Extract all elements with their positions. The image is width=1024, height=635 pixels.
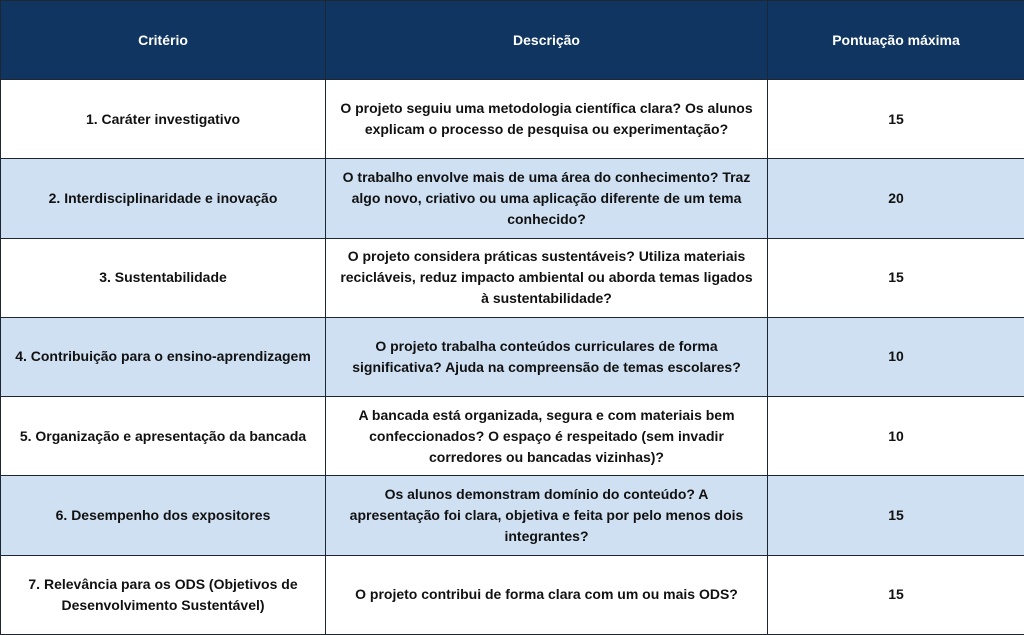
- table-row: [1, 555, 1024, 634]
- table-row: [1, 317, 1024, 396]
- score-cell: 15: [768, 80, 1024, 159]
- table-row: [1, 397, 1024, 476]
- criterion-cell: 3. Sustentabilidade: [1, 238, 326, 317]
- criterion-cell: 2. Interdisciplinaridade e inovação: [1, 159, 326, 238]
- description-cell: Os alunos demonstram domínio do conteúdo? A apresentação foi clara, objetiva e feita por pelo menos dois integrantes?: [326, 476, 768, 555]
- description-cell: O trabalho envolve mais de uma área do conhecimento? Traz algo novo, criativo ou uma aplicação diferente de um tema conhecido?: [326, 159, 768, 238]
- criterion-cell: 1. Caráter investigativo: [1, 80, 326, 159]
- score-cell: 10: [768, 317, 1024, 396]
- header-description: Descrição: [326, 1, 768, 80]
- table-row: [1, 80, 1024, 159]
- description-cell: O projeto seguiu uma metodologia científica clara? Os alunos explicam o processo de pesquisa ou experimentação?: [326, 80, 768, 159]
- score-cell: 10: [768, 397, 1024, 476]
- score-cell: 15: [768, 476, 1024, 555]
- table-header-row: [1, 1, 1024, 80]
- score-cell: 15: [768, 555, 1024, 634]
- score-cell: 20: [768, 159, 1024, 238]
- table-row: [1, 159, 1024, 238]
- description-cell: O projeto considera práticas sustentáveis? Utiliza materiais recicláveis, reduz impacto ambiental ou aborda temas ligados à sustentabilidade?: [326, 238, 768, 317]
- table-row: [1, 238, 1024, 317]
- header-criterion: Critério: [1, 1, 326, 80]
- description-cell: O projeto contribui de forma clara com um ou mais ODS?: [326, 555, 768, 634]
- description-cell: O projeto trabalha conteúdos curriculares de forma significativa? Ajuda na compreensão de temas escolares?: [326, 317, 768, 396]
- score-cell: 15: [768, 238, 1024, 317]
- criterion-cell: 6. Desempenho dos expositores: [1, 476, 326, 555]
- description-cell: A bancada está organizada, segura e com materiais bem confeccionados? O espaço é respeitado (sem invadir corredores ou bancadas vizinhas)?: [326, 397, 768, 476]
- table-row: [1, 476, 1024, 555]
- header-max-score: Pontuação máxima: [768, 1, 1024, 80]
- criterion-cell: 7. Relevância para os ODS (Objetivos de Desenvolvimento Sustentável): [1, 555, 326, 634]
- criterion-cell: 4. Contribuição para o ensino-aprendizagem: [1, 317, 326, 396]
- criterion-cell: 5. Organização e apresentação da bancada: [1, 397, 326, 476]
